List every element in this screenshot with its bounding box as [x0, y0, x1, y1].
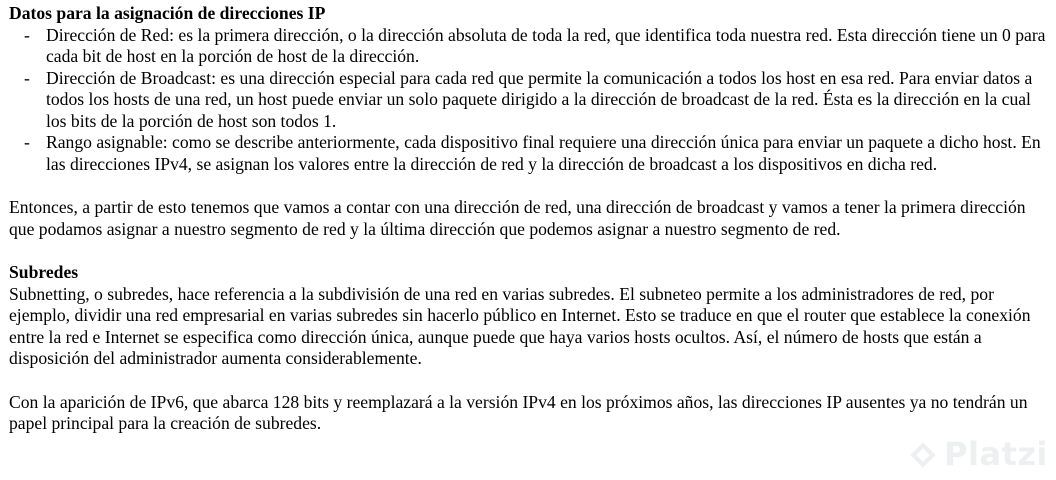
section-title-ip-assignment: Datos para la asignación de direcciones IP: [9, 3, 326, 23]
document-body: [9, 3, 1051, 435]
paragraph-summary: Entonces, a partir de esto tenemos que vamos a contar con una dirección de red, una dirección de broadcast y vamos a tener la primera dirección que podamos asignar a nuestro segmento de red y la última dirección que podemos asignar a nuestro segmento de red.: [9, 197, 1026, 239]
platzi-watermark: [908, 435, 1048, 473]
list-item-broadcast-address: - Dirección de Broadcast: es una dirección especial para cada red que permite la comunicación a todos los host en esa red. Para enviar datos a todos los hosts de una red, un host puede enviar un solo paquete dirigido a la dirección de broadcast de la red. Ésta es la dirección en la cual los bits de la porción de host son todos 1.: [46, 68, 1051, 133]
section-title-subnets: Subredes: [9, 262, 79, 282]
list-item-network-address: - Dirección de Red: es la primera dirección, o la dirección absoluta de toda la red, que identifica toda nuestra red. Esta dirección tiene un 0 para cada bit de host en la porción de host de la dirección.: [46, 25, 1051, 68]
list-item-assignable-range: - Rango asignable: como se describe anteriormente, cada dispositivo final requiere una dirección única para enviar un paquete a dicho host. En las direcciones IPv4, se asignan los valores entre la dirección de red y la dirección de broadcast a los dispositivos en dicha red.: [46, 132, 1051, 175]
spacer: [9, 175, 1051, 197]
ip-assignment-list: [9, 25, 1051, 176]
spacer: [9, 370, 1051, 392]
spacer: [9, 240, 1051, 262]
watermark-text: Platzi: [944, 435, 1048, 473]
platzi-logo-icon: [908, 440, 938, 471]
paragraph-ipv6: Con la aparición de IPv6, que abarca 128 bits y reemplazará a la versión IPv4 en los próximos años, las direcciones IP ausentes ya no tendrán un papel principal para la creación de subredes.: [9, 391, 1028, 433]
paragraph-subnetting: Subnetting, o subredes, hace referencia a la subdivisión de una red en varias subredes. El subneteo permite a los administradores de red, por ejemplo, dividir una red empresarial en varias subredes sin hacerlo público en Internet. Esto se traduce en que el router que establece la conexión entre la red e Internet se especifica como dirección única, aunque puede que haya varios hosts ocultos. Así, el número de hosts que están a disposición del administrador aumenta considerablemente.: [9, 283, 1031, 368]
